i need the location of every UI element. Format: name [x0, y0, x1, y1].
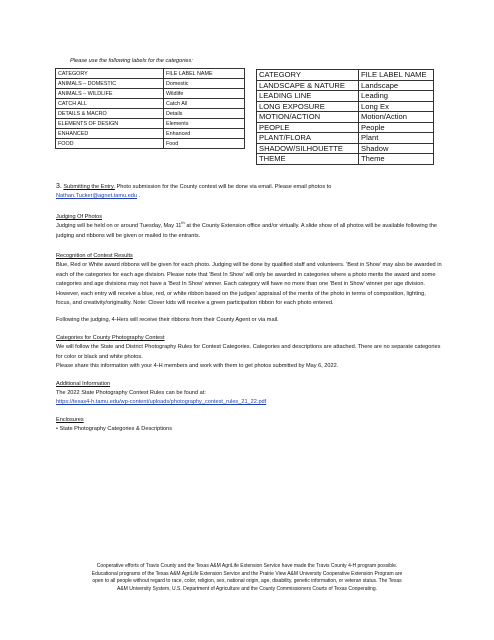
category-cell: SHADOW/SILHOUETTE [257, 143, 359, 154]
label-cell: People [359, 122, 434, 133]
label-cell: Elements [164, 119, 245, 129]
category-cell: MOTION/ACTION [257, 112, 359, 123]
label-cell: Catch All [164, 99, 245, 109]
table-row [56, 79, 245, 89]
table-row [56, 89, 245, 99]
category-cell: PLANT/FLORA [257, 133, 359, 144]
category-cell: ELEMENTS OF DESIGN [56, 119, 164, 129]
additional-heading: Additional Information [56, 380, 111, 387]
section-number: 3. [56, 183, 62, 190]
category-cell: ENHANCED [56, 129, 164, 139]
label-cell: Shadow [359, 143, 434, 154]
table-row [257, 91, 434, 102]
table-row [56, 119, 245, 129]
label-cell: Wildlife [164, 89, 245, 99]
label-cell: Plant [359, 133, 434, 144]
table-header-row [56, 69, 245, 79]
enclosure-item: • State Photography Categories & Descriptions [56, 426, 173, 433]
table-row [56, 109, 245, 119]
footer-disclaimer [40, 563, 454, 593]
table-row [257, 143, 434, 154]
category-table-small [55, 68, 245, 149]
category-cell: PEOPLE [257, 122, 359, 133]
footer-line: Educational programs of the Texas A&M AgriLife Extension Service and the Prairie View A&M University Cooperative Extension Program are [91, 570, 403, 577]
table-row [257, 112, 434, 123]
email-link[interactable]: Nathan.Tucker@agnet.tamu.edu [56, 193, 138, 200]
label-cell: Landscape [359, 80, 434, 91]
label-cell: Motion/Action [359, 112, 434, 123]
following-text: Following the judging, 4-Hers will receive their ribbons from their County Agent or via mail. [56, 317, 279, 324]
superscript-th: th [181, 220, 185, 226]
footer-line: Cooperative efforts of Travis County and the Texas A&M AgriLife Extension Service have made the Travis County 4-H program possible. [96, 563, 398, 569]
header-file-label: FILE LABEL NAME [359, 70, 434, 81]
label-cell: Details [164, 109, 245, 119]
label-cell: Domestic [164, 79, 245, 89]
submit-paragraph [56, 182, 442, 202]
rules-url-link[interactable]: https://texas4-h.tamu.edu/wp-content/uploads/photography_contest_rules_21_22.pdf [56, 399, 267, 406]
table-row [257, 80, 434, 91]
category-cell: ANIMALS – DOMESTIC [56, 79, 164, 89]
categories-text: We will follow the State and District Photography Rules for Contest Categories. Categories and descriptions are attached. There are no separate categories for color or black and white photos. [56, 344, 441, 360]
label-cell: Leading [359, 91, 434, 102]
label-cell: Food [164, 139, 245, 149]
category-cell: LANDSCAPE & NATURE [257, 80, 359, 91]
category-cell: CATCH ALL [56, 99, 164, 109]
submit-after: . [138, 193, 141, 200]
additional-text: The 2022 State Photography Contest Rules can be found at: [56, 389, 206, 396]
header-file-label: FILE LABEL NAME [164, 69, 245, 79]
table-row [257, 154, 434, 165]
label-cell: Enhanced [164, 129, 245, 139]
category-cell: ANIMALS – WILDLIFE [56, 89, 164, 99]
enclosures-heading: Enclosures [56, 416, 84, 423]
category-table-large [256, 69, 434, 165]
category-cell: DETAILS & MACRO [56, 109, 164, 119]
categories-share-text: Please share this information with your 4-H members and work with them to get photos submitted by May 6, 2022. [56, 363, 339, 370]
label-cell: Theme [359, 154, 434, 165]
category-cell: LONG EXPOSURE [257, 101, 359, 112]
table-row [257, 101, 434, 112]
table-header-row [257, 70, 434, 81]
footer-line: open to all people without regard to race, color, religion, sex, national origin, age, disability, genetic information, or veteran status. The Texas [92, 578, 402, 585]
header-category: CATEGORY [257, 70, 359, 81]
judging-text: Judging will be held on or around Tuesday, May 11th at the County Extension office and/or virtually. A slide show of all photos will be available following the judging and ribbons will be given or mailed to the entrants. [56, 220, 438, 239]
submit-heading: Submitting the Entry. [63, 184, 115, 190]
footer-line: A&M University System, U.S. Department of Agriculture and the County Commissioners Courts of Texas Cooperating. [116, 585, 377, 592]
category-cell: THEME [257, 154, 359, 165]
categories-heading: Categories for County Photography Contest [56, 334, 165, 341]
table-row [257, 122, 434, 133]
category-cell: FOOD [56, 139, 164, 149]
judging-heading: Judging Of Photos [56, 213, 103, 220]
table-row [56, 139, 245, 149]
recognition-heading: Recognition of Contest Results [56, 253, 133, 260]
category-labels-intro: Please use the following labels for the categories: [70, 58, 193, 64]
category-cell: LEADING LINE [257, 91, 359, 102]
document-body [56, 182, 442, 435]
label-cell: Long Ex [359, 101, 434, 112]
table-row [257, 133, 434, 144]
header-category: CATEGORY [56, 69, 164, 79]
recognition-text: Blue, Red or White award ribbons will be given for each photo. Judging will be done by qualified staff and volunteers. ‘Best in Show’ may also be awarded in each of the categories for each age division. Please note that ‘Best In Show’ will only be awarded in categories where a photo merits the award and some categories and age divisions may not have a ‘Best In Show’ winner. Each category will have no more than one ‘Best in Show’ winner per age division. However, each entry will receive a blue, red, or white ribbon based on the judges’ appraisal of the merits of the photo in terms of composition, lighting, focus, and creativity/originality. Note: Clover kids will receive a green participation ribbon for each photo entered. [56, 262, 442, 307]
table-row [56, 99, 245, 109]
table-row [56, 129, 245, 139]
submit-text: Photo submission for the County contest will be done via email. Please email photos to [116, 184, 332, 190]
